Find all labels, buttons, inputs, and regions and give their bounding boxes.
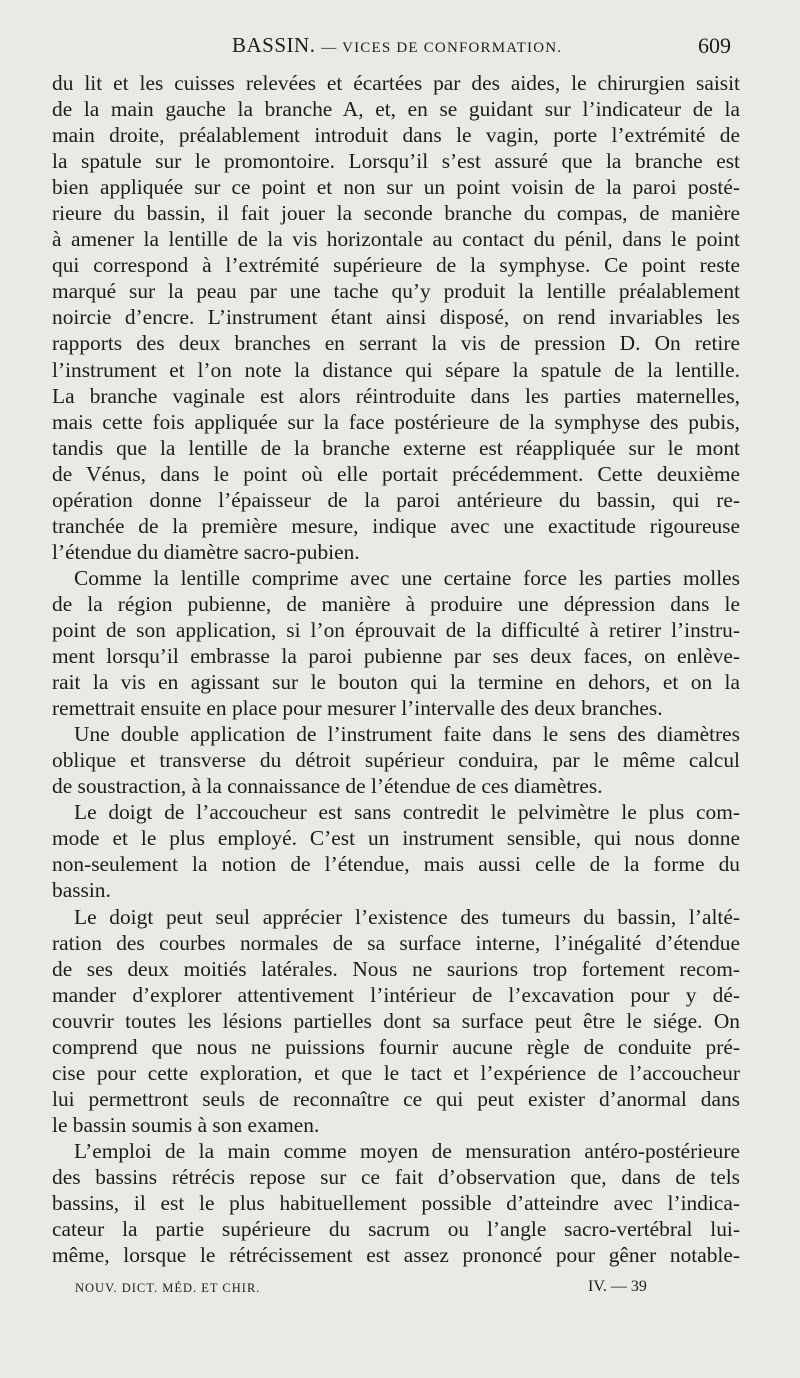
text-line: marqué sur la peau par une tache qu’y produit la lentille préalablement — [52, 279, 740, 304]
running-head — [232, 33, 562, 58]
text-line: de la région pubienne, de manière à produire une dépression dans le — [52, 591, 740, 616]
text-line: bassin. — [52, 878, 111, 903]
text-line: l’instrument et l’on note la distance qui sépare la spatule de la lentille. — [52, 357, 740, 382]
text-line: tranchée de la première mesure, indique avec une exactitude rigoureuse — [52, 513, 740, 538]
text-line: rapports des deux branches en serrant la vis de pression D. On retire — [52, 331, 740, 356]
text-line: Le doigt de l’accoucheur est sans contredit le pelvimètre le plus com- — [74, 800, 740, 825]
text-line: lui permettront seuls de reconnaître ce qui peut exister d’anormal dans — [52, 1086, 740, 1111]
text-line: rieure du bassin, il fait jouer la seconde branche du compas, de manière — [52, 201, 740, 226]
text-line: cateur la partie supérieure du sacrum ou l’angle sacro-vertébral lui- — [52, 1217, 740, 1242]
text-line: point de son application, si l’on éprouvait de la difficulté à retirer l’instru- — [52, 617, 740, 642]
text-line: oblique et transverse du détroit supérieur conduira, par le même calcul — [52, 748, 740, 773]
paragraph — [52, 565, 740, 721]
text-line: cise pour cette exploration, et que le tact et l’expérience de l’accoucheur — [52, 1060, 740, 1085]
text-line: main droite, préalablement introduit dans le vagin, porte l’extrémité de — [52, 123, 740, 148]
paragraph — [52, 799, 740, 903]
text-line: de Vénus, dans le point où elle portait précédemment. Cette deuxième — [52, 461, 740, 486]
text-line: le bassin soumis à son examen. — [52, 1112, 320, 1137]
running-head-sub: — VICES DE CONFORMATION. — [321, 40, 563, 56]
text-line: des bassins rétrécis repose sur ce fait d’observation que, dans de tels — [52, 1164, 740, 1189]
text-line: de ses deux moitiés latérales. Nous ne saurions trop fortement recom- — [52, 956, 740, 981]
text-line: noircie d’encre. L’instrument étant ainsi disposé, on rend invariables les — [52, 305, 740, 330]
text-line: à amener la lentille de la vis horizontale au contact du pénil, dans le point — [52, 227, 740, 252]
text-line: de la main gauche la branche A, et, en se guidant sur l’indicateur de la — [52, 97, 740, 122]
text-line: Le doigt peut seul apprécier l’existence des tumeurs du bassin, l’alté- — [74, 904, 740, 929]
text-line: opération donne l’épaisseur de la paroi antérieure du bassin, qui re- — [52, 487, 740, 512]
paragraph — [52, 721, 740, 799]
text-line: de soustraction, à la connaissance de l’étendue de ces diamètres. — [52, 774, 603, 799]
text-line: Une double application de l’instrument faite dans le sens des diamètres — [74, 722, 740, 747]
text-line: non-seulement la notion de l’étendue, mais aussi celle de la forme du — [52, 852, 740, 877]
text-line: remettrait ensuite en place pour mesurer l’intervalle des deux branches. — [52, 696, 663, 721]
text-line: bassins, il est le plus habituellement possible d’atteindre avec l’indica- — [52, 1191, 740, 1216]
text-line: bien appliquée sur ce point et non sur un point voisin de la paroi posté- — [52, 175, 740, 200]
paragraph — [52, 1138, 740, 1268]
page-header — [0, 31, 800, 63]
running-head-main: BASSIN. — [232, 33, 316, 57]
text-line: la spatule sur le promontoire. Lorsqu’il s’est assuré que la branche est — [52, 149, 740, 174]
text-line: l’étendue du diamètre sacro-pubien. — [52, 539, 360, 564]
text-line: mander d’explorer attentivement l’intérieur de l’excavation pour y dé- — [52, 982, 740, 1007]
text-line: rait la vis en agissant sur le bouton qui la termine en dehors, et on la — [52, 670, 740, 695]
body-text — [52, 70, 740, 1268]
text-line: couvrir toutes les lésions partielles dont sa surface peut être le siége. On — [52, 1008, 740, 1033]
text-line: Comme la lentille comprime avec une certaine force les parties molles — [74, 565, 740, 590]
text-line: La branche vaginale est alors réintroduite dans les parties maternelles, — [52, 383, 740, 408]
text-line: mais cette fois appliquée sur la face postérieure de la symphyse des pubis, — [52, 409, 740, 434]
text-line: L’emploi de la main comme moyen de mensuration antéro-postérieure — [74, 1138, 740, 1163]
text-line: même, lorsque le rétrécissement est assez prononcé pour gêner notable- — [52, 1243, 740, 1268]
paragraph — [52, 70, 740, 565]
page-footer — [0, 1278, 800, 1302]
text-line: comprend que nous ne puissions fournir aucune règle de conduite pré- — [52, 1034, 740, 1059]
page-number: 609 — [698, 33, 731, 58]
paragraph — [52, 904, 740, 1138]
text-line: mode et le plus employé. C’est un instrument sensible, qui nous donne — [52, 826, 740, 851]
text-line: tandis que la lentille de la branche externe est réappliquée sur le mont — [52, 435, 740, 460]
text-line: ment lorsqu’il embrasse la paroi pubienne par ses deux faces, on enlève- — [52, 644, 740, 669]
text-line: qui correspond à l’extrémité supérieure de la symphyse. Ce point reste — [52, 253, 740, 278]
text-line: du lit et les cuisses relevées et écartées par des aides, le chirurgien saisit — [52, 71, 740, 95]
volume-signature: IV. — 39 — [588, 1278, 647, 1295]
text-line: ration des courbes normales de sa surface interne, l’inégalité d’étendue — [52, 930, 740, 955]
printer-signature: NOUV. DICT. MÉD. ET CHIR. — [75, 1281, 261, 1295]
